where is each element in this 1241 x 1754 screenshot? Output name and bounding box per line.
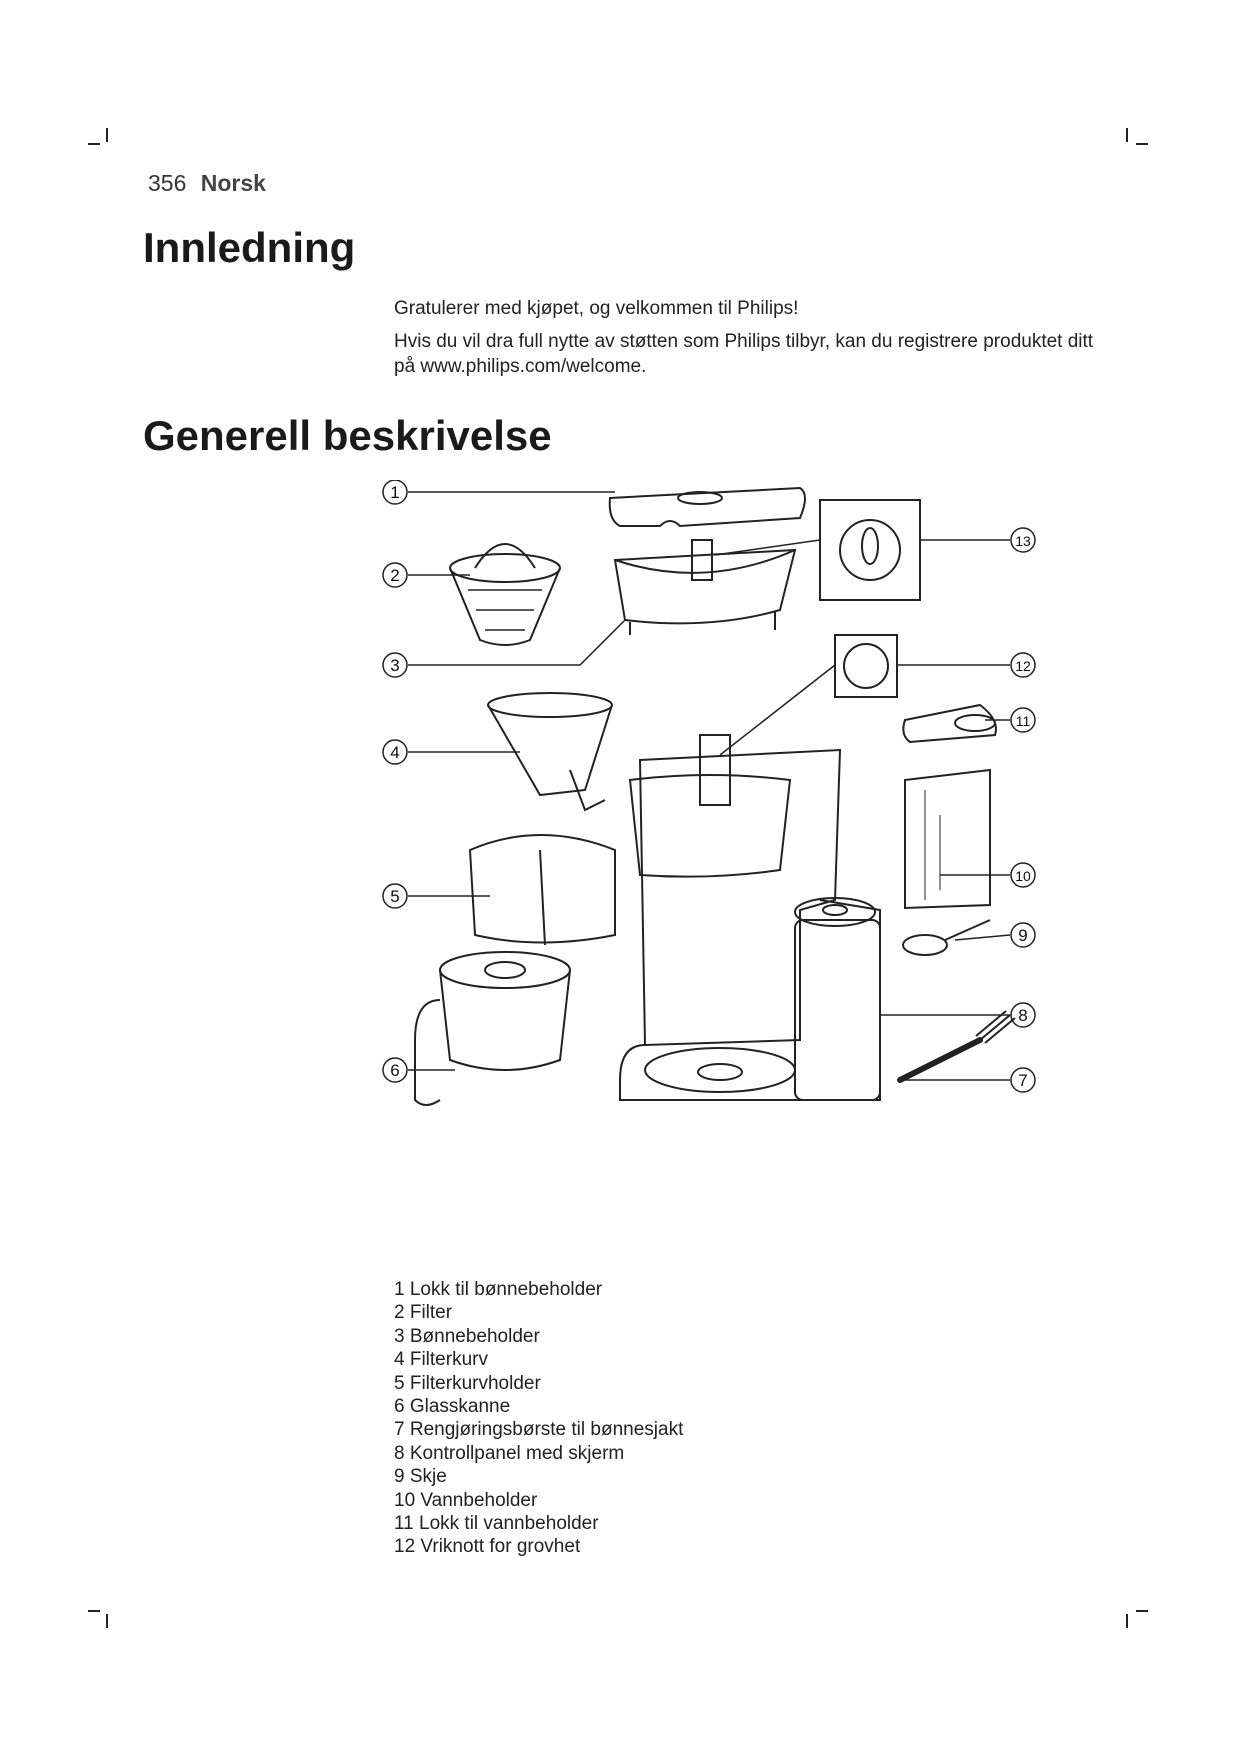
legend-item: 7 Rengjøringsbørste til bønnesjakt — [394, 1419, 684, 1441]
grind-selector-detail-drawing — [820, 500, 920, 600]
callout-1 — [383, 480, 407, 504]
callout-11 — [1011, 708, 1035, 732]
callout-4-label: 4 — [390, 743, 400, 762]
filter-basket-holder-drawing — [470, 835, 615, 945]
legend-item: 4 Filterkurv — [394, 1349, 488, 1371]
callout-9 — [1011, 923, 1035, 947]
crop-mark — [88, 143, 100, 145]
callout-6-label: 6 — [390, 1061, 400, 1080]
callout-13 — [1011, 528, 1035, 552]
leader-line-9 — [955, 935, 1010, 940]
callout-8-label: 8 — [1018, 1006, 1028, 1025]
legend-item: 10 Vannbeholder — [394, 1489, 538, 1511]
legend-item: 9 Skje — [394, 1466, 447, 1488]
legend-item: 3 Bønnebeholder — [394, 1325, 540, 1347]
callout-5-label: 5 — [390, 887, 400, 906]
filter-drawing — [450, 544, 560, 645]
glass-jug-drawing — [415, 952, 570, 1105]
crop-mark — [1136, 143, 1148, 145]
intro-paragraph-2: Hvis du vil dra full nytte av støtten som Philips tilbyr, kan du registrere produktet ditt på www.philips.com/welcome. — [394, 331, 1094, 377]
callout-1-label: 1 — [390, 483, 400, 502]
bean-container-lid-drawing — [610, 488, 805, 526]
callout-4 — [383, 740, 407, 764]
callout-10 — [1011, 863, 1035, 887]
crop-mark — [1126, 1614, 1128, 1628]
callout-10-label: 10 — [1015, 868, 1031, 884]
intro-text — [394, 296, 1114, 387]
leader-line-3 — [408, 620, 625, 665]
callout-7-label: 7 — [1018, 1071, 1028, 1090]
crop-mark — [1126, 128, 1128, 142]
leader-line-12 — [720, 665, 1010, 755]
callout-5 — [383, 884, 407, 908]
crop-mark — [88, 1610, 100, 1612]
legend-item: 11 Lokk til vannbeholder — [394, 1513, 599, 1535]
parts-legend — [394, 1278, 683, 1559]
callout-12-label: 12 — [1015, 658, 1031, 674]
callout-9-label: 9 — [1018, 926, 1028, 945]
coffee-machine-body-drawing — [620, 735, 880, 1100]
callout-11-label: 11 — [1015, 713, 1031, 729]
legend-item: 2 Filter — [394, 1302, 453, 1324]
legend-item: 1 Lokk til bønnebeholder — [394, 1279, 603, 1300]
coarseness-knob-detail-drawing — [835, 635, 897, 697]
crop-mark — [106, 1614, 108, 1628]
callout-3-label: 3 — [390, 656, 400, 675]
intro-title: Innledning — [143, 224, 356, 271]
legend-item: 5 Filterkurvholder — [394, 1372, 541, 1394]
language-label: Norsk — [200, 170, 266, 196]
water-tank-drawing — [905, 770, 990, 908]
legend-item: 8 Kontrollpanel med skjerm — [394, 1442, 625, 1464]
product-diagram — [380, 480, 1120, 1230]
callout-6 — [383, 1058, 407, 1082]
page-number: 356 — [148, 170, 187, 196]
callout-8 — [1011, 1003, 1035, 1027]
callout-2 — [383, 563, 407, 587]
legend-item: 6 Glasskanne — [394, 1396, 511, 1418]
intro-paragraph-1: Gratulerer med kjøpet, og velkommen til Philips! — [394, 298, 799, 319]
callout-3 — [383, 653, 407, 677]
page-header — [148, 170, 266, 197]
callout-7 — [1011, 1068, 1035, 1092]
callout-2-label: 2 — [390, 566, 400, 585]
cleaning-brush-drawing — [900, 1011, 1015, 1080]
callout-13-label: 13 — [1015, 533, 1031, 549]
crop-mark — [1136, 1610, 1148, 1612]
legend-item: 12 Vriknott for grovhet — [394, 1536, 581, 1558]
bean-container-drawing — [615, 540, 795, 635]
water-tank-lid-drawing — [903, 705, 996, 742]
general-description-title: Generell beskrivelse — [143, 412, 552, 459]
callout-12 — [1011, 653, 1035, 677]
crop-mark — [106, 128, 108, 142]
